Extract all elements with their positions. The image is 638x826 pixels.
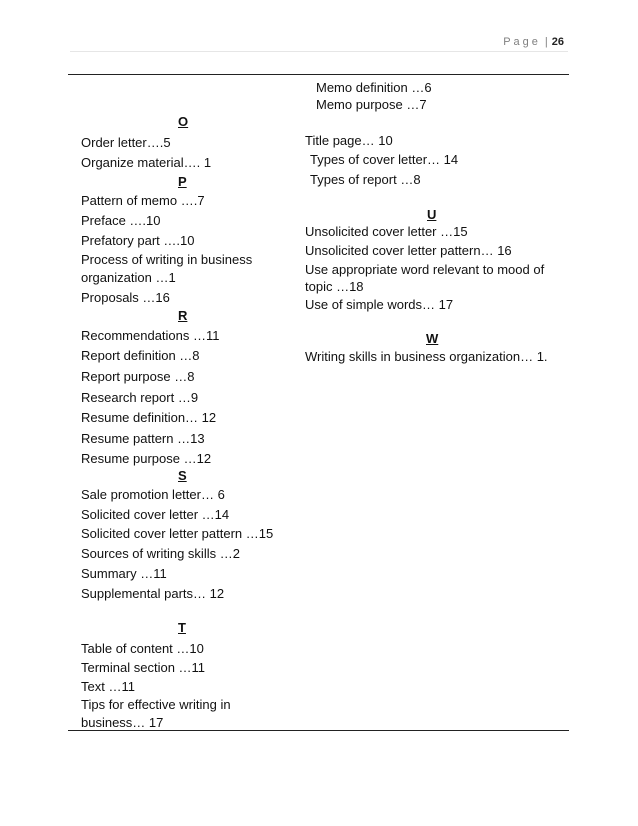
index-entry-proposals: Proposals …16 (81, 290, 170, 305)
index-top-rule (68, 74, 569, 75)
header-divider (70, 51, 568, 52)
index-entry-memo-purpose: Memo purpose …7 (316, 97, 427, 112)
index-entry-solicited-cover: Solicited cover letter …14 (81, 507, 230, 522)
index-entry-types-cover-letter: Types of cover letter… 14 (310, 152, 459, 167)
page-separator: | (544, 36, 548, 48)
index-entry-report-purpose: Report purpose …8 (81, 369, 195, 384)
index-entry-use-appropriate-line1: Use appropriate word relevant to mood of (305, 262, 545, 277)
index-entry-use-appropriate-line2: topic …18 (305, 279, 364, 294)
index-entry-sources-writing: Sources of writing skills …2 (81, 546, 240, 561)
index-entry-recommendations: Recommendations …11 (81, 328, 220, 343)
index-entry-process-line2: organization …1 (81, 270, 176, 285)
index-entry-tips-line1: Tips for effective writing in (81, 697, 231, 712)
index-entry-types-report: Types of report …8 (310, 172, 421, 187)
index-entry-summary: Summary …11 (81, 566, 167, 581)
index-entry-tips-line2: business… 17 (81, 715, 164, 730)
section-letter-w: W (426, 331, 439, 346)
index-entry-order-letter: Order letter….5 (81, 135, 171, 150)
section-letter-s: S (178, 468, 187, 483)
index-entry-report-definition: Report definition …8 (81, 348, 200, 363)
index-entry-memo-definition: Memo definition …6 (316, 80, 432, 95)
index-entry-supplemental-parts: Supplemental parts… 12 (81, 586, 225, 601)
page-label: Page (503, 36, 541, 48)
index-entry-writing-skills: Writing skills in business organization… 1. (305, 349, 548, 364)
index-entry-terminal-section: Terminal section …11 (81, 660, 206, 675)
index-entry-resume-purpose: Resume purpose …12 (81, 451, 212, 466)
page-number: 26 (551, 36, 564, 48)
index-entry-solicited-cover-pattern: Solicited cover letter pattern …15 (81, 526, 274, 541)
index-entry-pattern-of-memo: Pattern of memo ….7 (81, 193, 205, 208)
index-entry-organize-material: Organize material…. 1 (81, 155, 212, 170)
index-entry-title-page: Title page… 10 (305, 133, 393, 148)
section-letter-r: R (178, 308, 188, 323)
index-entry-sale-promotion: Sale promotion letter… 6 (81, 487, 225, 502)
index-entry-text: Text …11 (81, 679, 135, 694)
index-entry-unsolicited-cover: Unsolicited cover letter …15 (305, 224, 468, 239)
index-entry-resume-definition: Resume definition… 12 (81, 410, 217, 425)
page-header (503, 36, 564, 48)
section-letter-o: O (178, 114, 189, 129)
section-letter-t: T (178, 620, 186, 635)
index-entry-prefatory-part: Prefatory part ….10 (81, 233, 195, 248)
index-entry-table-of-content: Table of content …10 (81, 641, 204, 656)
index-entry-research-report: Research report …9 (81, 390, 199, 405)
index-entry-preface: Preface ….10 (81, 213, 161, 228)
index-entry-resume-pattern: Resume pattern …13 (81, 431, 205, 446)
section-letter-u: U (427, 207, 437, 222)
section-letter-p: P (178, 174, 187, 189)
index-entry-unsolicited-cover-pattern: Unsolicited cover letter pattern… 16 (305, 243, 512, 258)
index-entry-process-line1: Process of writing in business (81, 252, 253, 267)
index-entry-use-simple-words: Use of simple words… 17 (305, 297, 454, 312)
